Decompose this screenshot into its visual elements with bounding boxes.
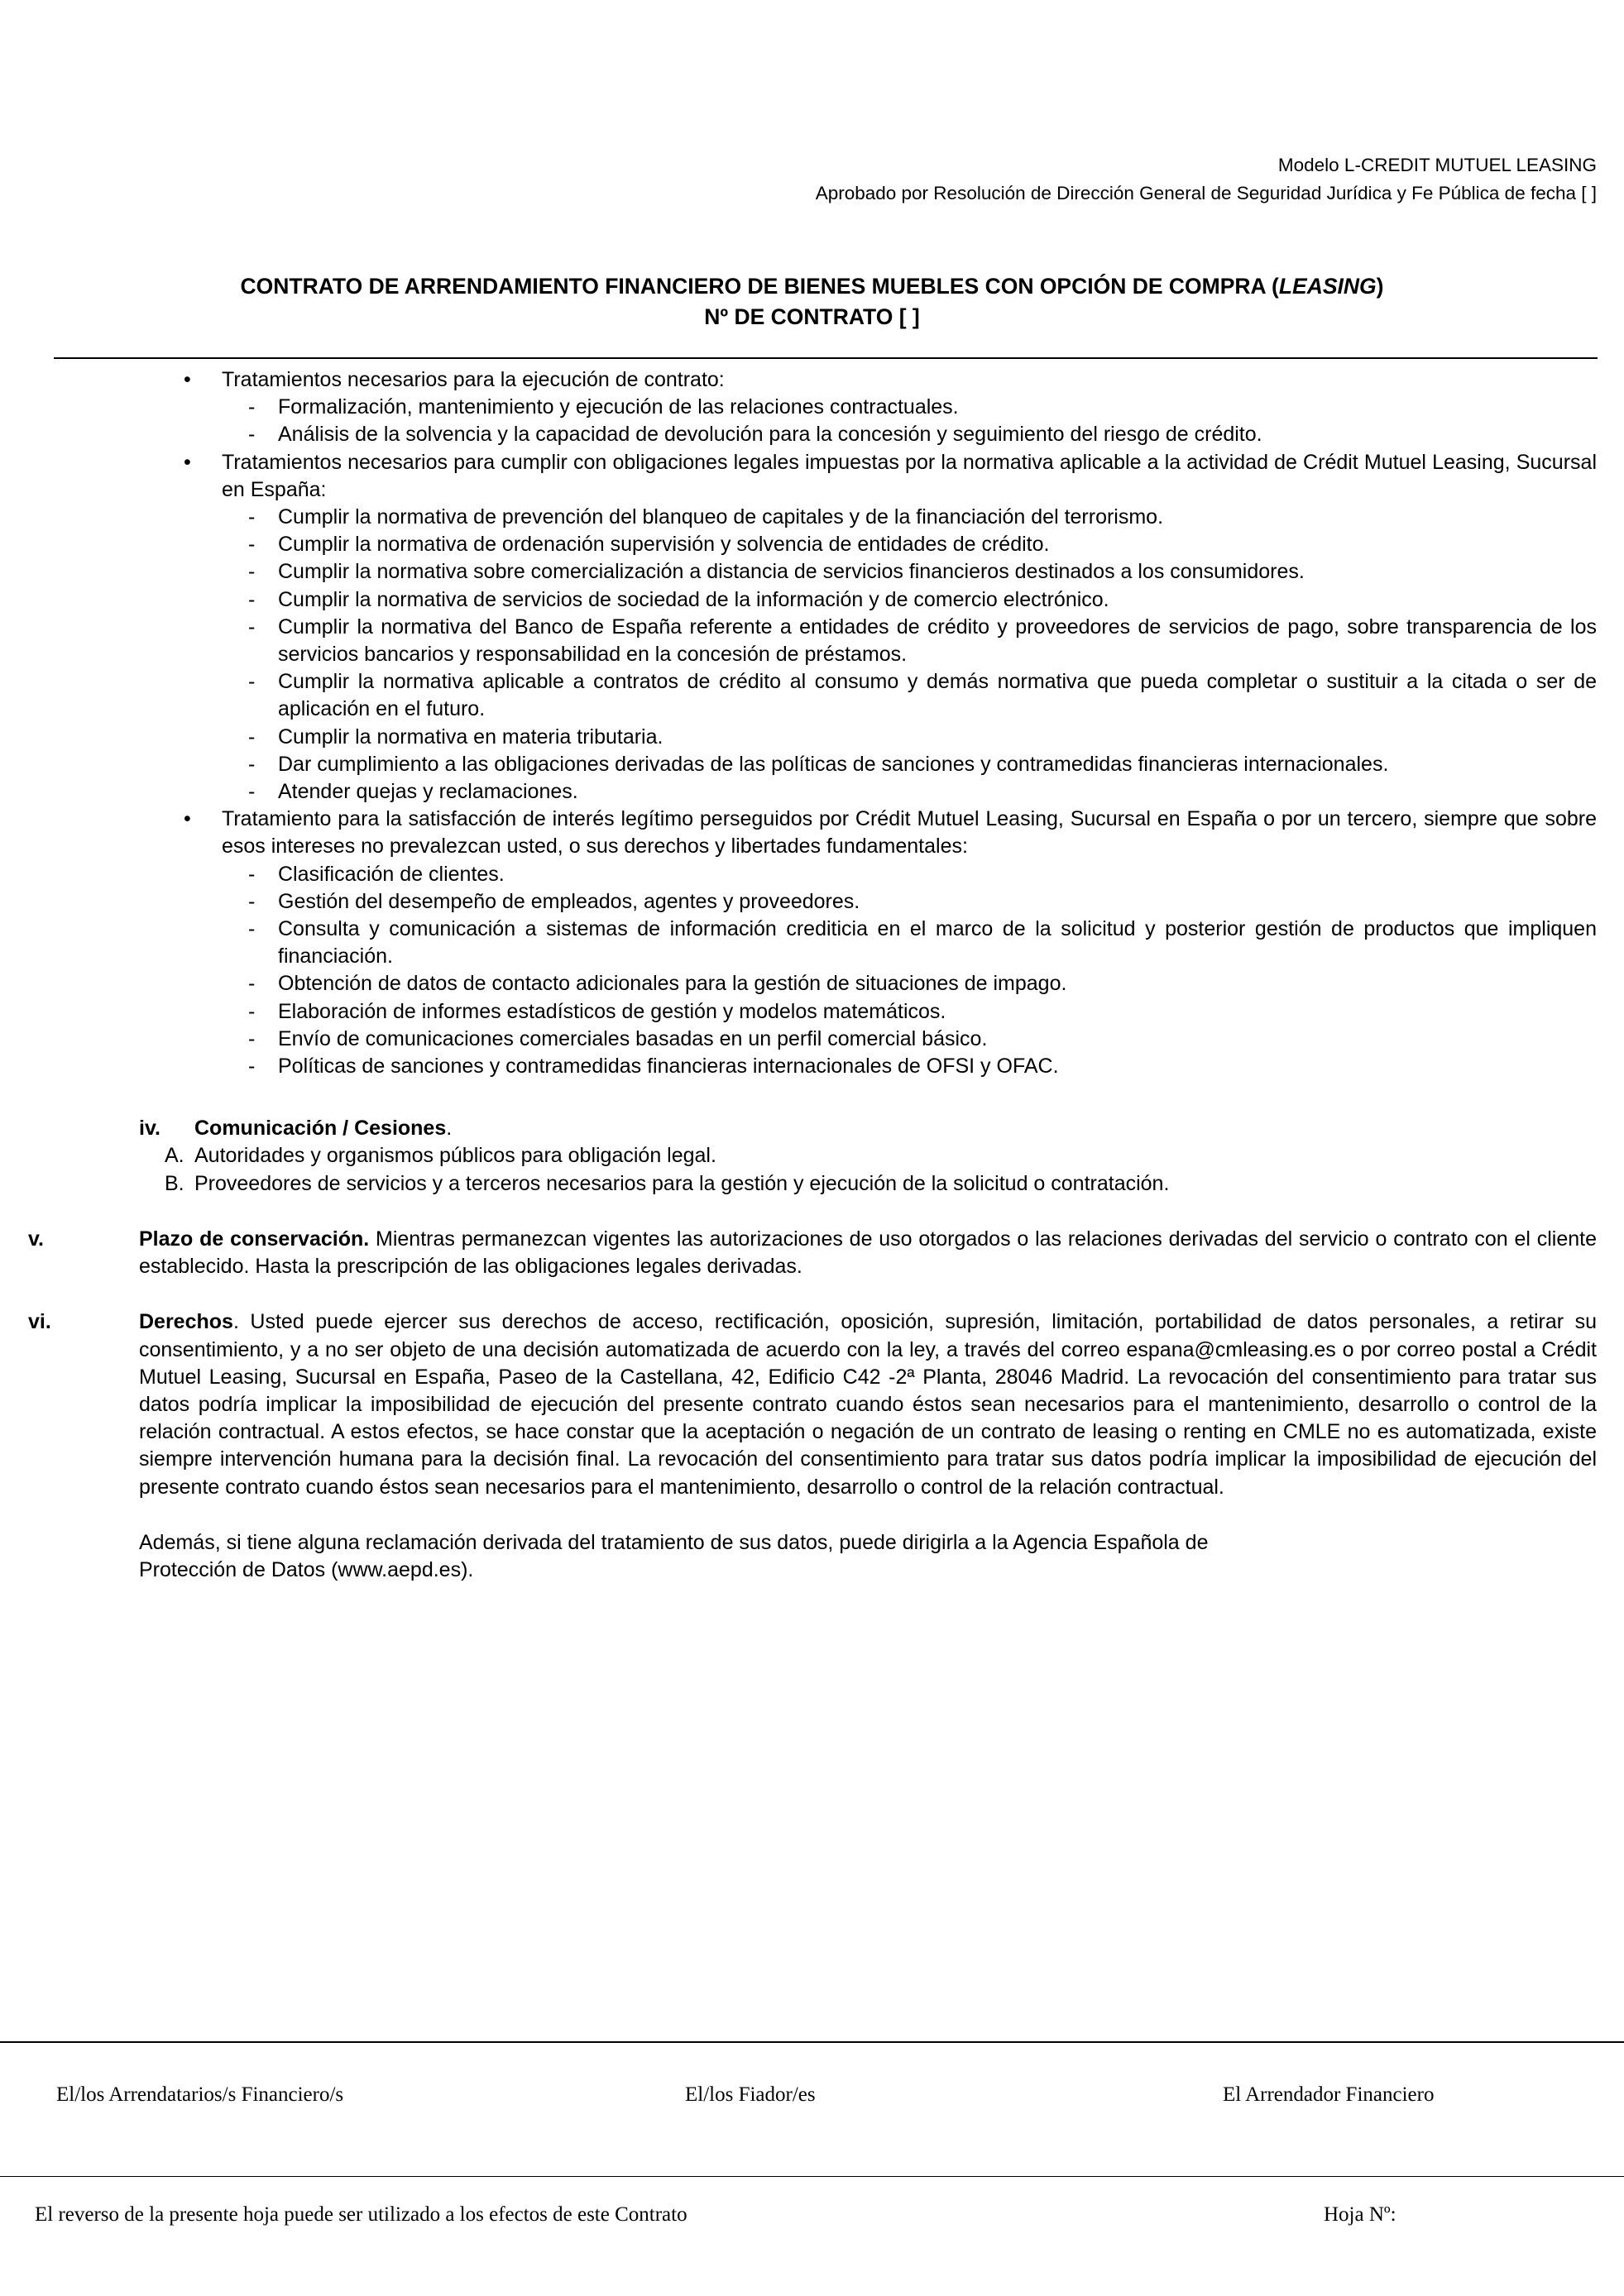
dash-text: Envío de comunicaciones comerciales basadas en un perfil comercial básico. — [278, 1026, 988, 1050]
dash-text: Cumplir la normativa de servicios de sociedad de la información y de comercio electrónico. — [278, 587, 1109, 611]
section-derechos — [0, 1308, 1624, 1500]
dash-text: Cumplir la normativa de prevención del blanqueo de capitales y de la financiación del terrorismo. — [278, 505, 1164, 529]
sub-dash-list — [222, 504, 1597, 806]
alpha-marker: A. — [165, 1144, 184, 1168]
dash-item — [222, 888, 1597, 916]
dash-item — [222, 916, 1597, 970]
bullet-text: Tratamiento para la satisfacción de interés legítimo perseguidos por Crédit Mutuel Leasing, Sucursal en España o por un tercero, siempre que sobre esos intereses no prevalezcan usted, o sus derechos y libertades fundamentales: — [222, 807, 1597, 859]
sub-dash-list — [222, 861, 1597, 1081]
footer-note-text: El reverso de la presente hoja puede ser utilizado a los efectos de este Contrato — [35, 2203, 687, 2226]
dash-bullet-icon: - — [248, 725, 256, 749]
footer-divider-bottom — [0, 2176, 1624, 2177]
dash-text: Cumplir la normativa del Banco de España referente a entidades de crédito y proveedores de servicios de pago, sobre transparencia de los servicios bancarios y responsabilidad en la concesión de préstamos. — [278, 615, 1597, 667]
dash-text: Cumplir la normativa sobre comercialización a distancia de servicios financieros destinados a los consumidores. — [278, 560, 1305, 584]
dash-item — [222, 558, 1597, 586]
dash-bullet-icon: - — [248, 615, 256, 639]
bullet-text: Tratamientos necesarios para cumplir con obligaciones legales impuestas por la normativa aplicable a la actividad de Crédit Mutuel Leasing, Sucursal en España: — [222, 450, 1597, 501]
dash-item — [222, 778, 1597, 806]
dash-item — [222, 998, 1597, 1026]
footer-page-number-label: Hoja Nº: — [1324, 2203, 1396, 2226]
dash-text: Cumplir la normativa en materia tributaria. — [278, 725, 663, 749]
dash-bullet-icon: - — [248, 1026, 256, 1050]
title-leasing-italic: LEASING — [1278, 274, 1377, 299]
bullet-point-icon: • — [184, 450, 191, 474]
title-contract-number: Nº DE CONTRATO [ ] — [704, 304, 920, 329]
dash-bullet-icon: - — [248, 752, 256, 776]
document-body — [0, 366, 1624, 1584]
closing-paragraph — [0, 1529, 1624, 1584]
dash-bullet-icon: - — [248, 1055, 256, 1079]
dash-text: Cumplir la normativa aplicable a contratos de crédito al consumo y demás normativa que pueda completar o sustituir a la citada o ser de aplicación en el futuro. — [278, 670, 1597, 721]
spacer — [0, 1280, 1624, 1308]
header-approval-line: Aprobado por Resolución de Dirección General de Seguridad Jurídica y Fe Pública de fecha [ ] — [815, 183, 1597, 203]
alpha-item-text: Proveedores de servicios y a terceros necesarios para la gestión y ejecución de la solicitud o contratación. — [194, 1171, 1170, 1195]
dash-item — [222, 970, 1597, 997]
section-title: Plazo de conservación. — [139, 1227, 370, 1251]
section-body-text: Mientras permanezcan vigentes las autorizaciones de uso otorgados o las relaciones derivadas del servicio o contrato con el cliente establecido. Hasta la prescripción de las obligaciones legales derivadas. — [139, 1227, 1597, 1279]
section-title: Comunicación / Cesiones — [194, 1117, 447, 1141]
dash-item — [222, 504, 1597, 531]
signature-label-lessor: El Arrendador Financiero — [1223, 2083, 1435, 2106]
spacer — [0, 1198, 1624, 1226]
section-title-punct: . — [446, 1117, 453, 1141]
section-heading — [0, 1115, 1597, 1142]
dash-text: Cumplir la normativa de ordenación supervisión y solvencia de entidades de crédito. — [278, 533, 1050, 557]
purpose-bullet-list — [0, 366, 1624, 1080]
dash-bullet-icon: - — [248, 862, 256, 886]
signature-row — [0, 2083, 1624, 2117]
alpha-marker: B. — [165, 1171, 184, 1195]
signature-label-lessee: El/los Arrendatarios/s Financiero/s — [56, 2083, 344, 2106]
closing-paragraph-line-1: Además, si tiene alguna reclamación derivada del tratamiento de sus datos, puede dirigirla a la Agencia Española de — [139, 1530, 1209, 1554]
dash-item — [222, 531, 1597, 558]
footer-note-row — [0, 2203, 1624, 2236]
bullet-point-icon: • — [184, 368, 191, 391]
dash-item — [222, 614, 1597, 668]
bullet-text: Tratamientos necesarios para la ejecución de contrato: — [222, 368, 725, 391]
closing-paragraph-line-2: Protección de Datos (www.aepd.es). — [139, 1557, 474, 1581]
dash-text: Obtención de datos de contacto adicionales para la gestión de situaciones de impago. — [278, 972, 1067, 996]
alpha-item-text: Autoridades y organismos públicos para obligación legal. — [194, 1144, 716, 1168]
bullet-item — [0, 806, 1624, 1080]
section-plazo-conservacion — [0, 1226, 1624, 1280]
header-model-line: Modelo L-CREDIT MUTUEL LEASING — [1277, 155, 1597, 175]
dash-text: Políticas de sanciones y contramedidas financieras internacionales de OFSI y OFAC. — [278, 1055, 1059, 1079]
dash-bullet-icon: - — [248, 999, 256, 1023]
alpha-list-item — [0, 1170, 1597, 1198]
dash-bullet-icon: - — [248, 395, 256, 419]
spacer — [0, 1080, 1624, 1115]
title-line-1-before: CONTRATO DE ARRENDAMIENTO FINANCIERO DE BIENES MUEBLES CON OPCIÓN DE COMPRA ( — [240, 274, 1279, 299]
dash-text: Elaboración de informes estadísticos de gestión y modelos matemáticos. — [278, 999, 946, 1023]
dash-item — [222, 668, 1597, 723]
dash-text: Atender quejas y reclamaciones. — [278, 780, 578, 804]
document-title — [74, 271, 1550, 332]
dash-item — [222, 1053, 1597, 1080]
dash-bullet-icon: - — [248, 780, 256, 804]
dash-item — [222, 861, 1597, 888]
dash-item — [222, 1026, 1597, 1053]
dash-bullet-icon: - — [248, 917, 256, 941]
dash-text: Análisis de la solvencia y la capacidad de devolución para la concesión y seguimiento del riesgo de crédito. — [278, 423, 1262, 447]
title-line-1-after: ) — [1376, 274, 1384, 299]
dash-bullet-icon: - — [248, 972, 256, 996]
alpha-list-item — [0, 1142, 1597, 1170]
dash-text: Clasificación de clientes. — [278, 862, 505, 886]
dash-text: Gestión del desempeño de empleados, agentes y proveedores. — [278, 889, 860, 913]
dash-item — [222, 421, 1597, 448]
section-roman-numeral: iv. — [139, 1117, 160, 1141]
bullet-point-icon: • — [184, 807, 191, 831]
bullet-item — [0, 449, 1624, 806]
dash-bullet-icon: - — [248, 587, 256, 611]
title-divider — [54, 357, 1598, 359]
dash-text: Dar cumplimiento a las obligaciones derivadas de las políticas de sanciones y contramedidas financieras internacionales. — [278, 752, 1389, 776]
dash-bullet-icon: - — [248, 505, 256, 529]
dash-bullet-icon: - — [248, 423, 256, 447]
section-comunicacion-cesiones — [0, 1115, 1624, 1198]
dash-bullet-icon: - — [248, 670, 256, 694]
dash-item — [222, 724, 1597, 751]
spacer — [0, 1501, 1624, 1529]
dash-bullet-icon: - — [248, 560, 256, 584]
bullet-item — [0, 366, 1624, 449]
section-title: Derechos — [139, 1310, 233, 1334]
title-line-1 — [74, 271, 1550, 302]
sub-dash-list — [222, 394, 1597, 448]
section-roman-numeral: v. — [28, 1227, 44, 1251]
dash-bullet-icon: - — [248, 533, 256, 557]
dash-item — [222, 586, 1597, 614]
dash-text: Formalización, mantenimiento y ejecución de las relaciones contractuales. — [278, 395, 959, 419]
dash-text: Consulta y comunicación a sistemas de información crediticia en el marco de la solicitud y posterior gestión de productos que impliquen financiación. — [278, 917, 1597, 969]
section-roman-numeral: vi. — [28, 1310, 51, 1334]
footer-divider-top — [0, 2041, 1624, 2043]
section-body-text: . Usted puede ejercer sus derechos de acceso, rectificación, oposición, supresión, limitación, portabilidad de datos personales, a retirar su consentimiento, y a no ser objeto de una decisión automatizada de acuerdo con la ley, a través del correo espana@cmleasing.es o por correo postal a Crédit Mutuel Leasing, Sucursal en España, Paseo de la Castellana, 42, Edificio C42 -2ª Planta, 28046 Madrid. La revocación del consentimiento para tratar sus datos podría implicar la imposibilidad de ejecución del presente contrato cuando éstos sean necesarios para el mantenimiento, desarrollo o control de la relación contractual. A estos efectos, se hace constar que la aceptación o negación de un contrato de leasing o renting en CMLE no es automatizada, existe siempre intervención humana para la decisión final. La revocación del consentimiento para tratar sus datos podría implicar la imposibilidad de ejecución del presente contrato cuando éstos sean necesarios para el mantenimiento, desarrollo o control de la relación contractual. — [139, 1310, 1597, 1499]
document-header — [54, 151, 1597, 208]
dash-item — [222, 751, 1597, 778]
signature-label-guarantor: El/los Fiador/es — [685, 2083, 816, 2106]
section-alpha-list — [0, 1142, 1597, 1197]
dash-item — [222, 394, 1597, 421]
dash-bullet-icon: - — [248, 889, 256, 913]
